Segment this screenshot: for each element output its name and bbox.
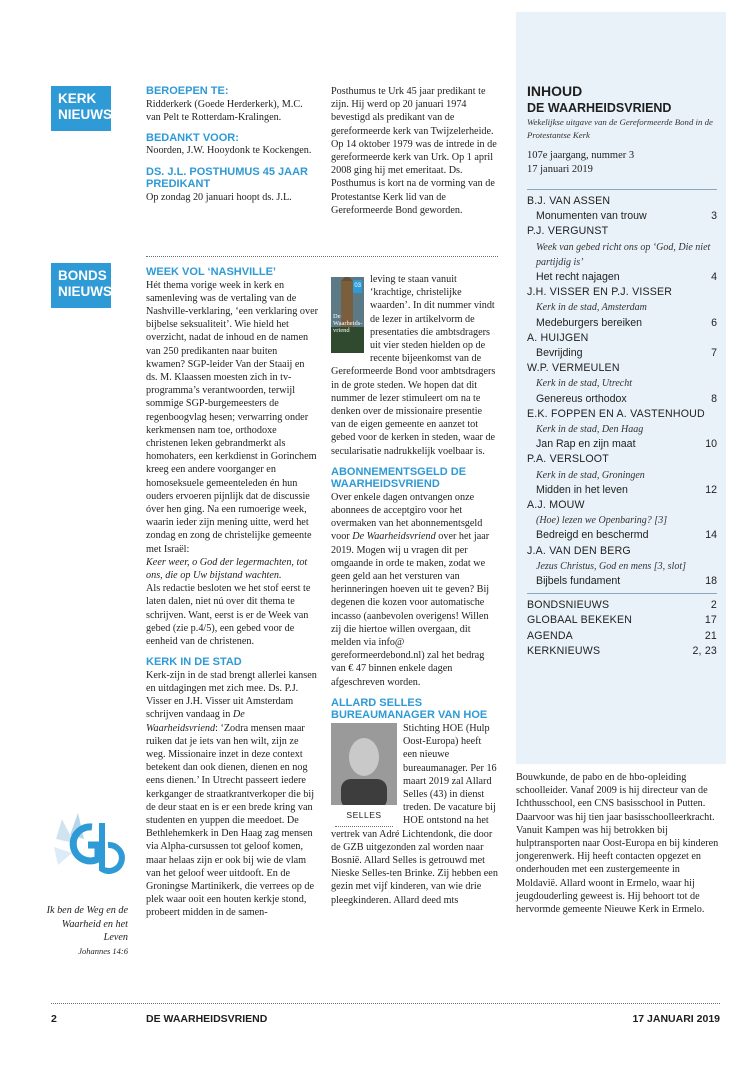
text-run-italic: De Waarheidsvriend — [146, 709, 245, 734]
bondsnieuws-column-1 — [146, 266, 318, 920]
toc-entry-page: 14 — [705, 529, 717, 542]
toc-entry-title: Midden in het leven — [536, 483, 628, 496]
toc-rubrieken — [527, 598, 717, 659]
toc-rubriek[interactable] — [527, 629, 717, 644]
toc-entry-title: Jan Rap en zijn maat — [536, 438, 636, 451]
toc-entry-author: E.K. FOPPEN EN A. VASTENHOUD — [527, 407, 705, 420]
section-tab-bondsnieuws — [51, 263, 111, 308]
magazine-subtitle: Wekelijkse uitgave van de Gereformeerde Bond in de Protestantse Kerk — [527, 117, 713, 140]
toc-entries — [527, 194, 717, 589]
toc-heading: INHOUD — [527, 83, 583, 99]
toc-rubriek-label: KERKNIEUWS — [527, 644, 601, 657]
toc-entry-subtitle: Week van gebed richt ons op ‘God, Die niet partijdig is’ — [536, 241, 711, 268]
kerknieuws-column-2 — [331, 85, 498, 217]
section-tab-kerknieuws — [51, 86, 111, 131]
paragraph: Noorden, J.W. Hooydonk te Kockengen. — [146, 145, 312, 157]
toc-rubriek-page: 2 — [710, 599, 717, 612]
gb-logo-icon — [52, 813, 132, 885]
toc-divider — [527, 189, 717, 190]
page-number: 2 — [51, 1013, 57, 1025]
heading-nashville: WEEK VOL ‘NASHVILLE’ — [146, 266, 276, 278]
paragraph — [331, 491, 498, 689]
paragraph: Hét thema vorige week in kerk en samenleving was de vertaling van de Nashville-verklaring, ‘een verklaring over bijbelse seksualiteit’. Wie hield het overzicht, nadat de inhoud en de namen van 250 predikanten naar buiten kwamen? SGP-leider Van der Staaij en ds. M. Klaassen moesten zich in tv-programma’s verantwoorden, terwijl sommige SGP-burgemeesters de regenboogvlag hesen; verwarring onder kerkmensen nam toe, orthodoxe christenen leken gebrandmerkt als homohaters, een kerkdienst in Gorinchem kreeg een andere voorganger en homoseksuele gemeenteleden én hun ouders ervoeren pijnlijk dat de discussie óver hen ging. Na een rumoerige week, waarin ieder zijn mening uitte, werd het zondag en zong de christelijke gemeente met Israël: — [146, 279, 318, 555]
caption-divider — [335, 826, 393, 827]
toc-entry-title: Bedreigd en beschermd — [536, 529, 649, 542]
toc-entry-title: Bijbels fundament — [536, 575, 621, 588]
toc-entry-subtitle: Kerk in de stad, Utrecht — [536, 378, 633, 390]
toc-entry-page: 10 — [705, 438, 717, 451]
footer-magazine: DE WAARHEIDSVRIEND — [146, 1013, 268, 1025]
paragraph: Ridderkerk (Goede Herderkerk), M.C. van Pelt te Rotterdam-Kralingen. — [146, 98, 303, 123]
toc-entry[interactable] — [527, 270, 717, 285]
text-run: over het jaar 2019. Mogen wij u vragen dit per omgaande in orde te maken, zodat we geen geld aan het versturen van herinneringen hoeven uit te geven? Bij degenen die kozen voor automatische incasso (aanbevolen overigens! Willen zij die hiertoe willen overgaan, dit melden via info@ gereformeerdebond.nl) zal het bedrag van € 47 binnen enkele dagen afgeschreven worden. — [331, 531, 490, 688]
toc-entry-author: B.J. VAN ASSEN — [527, 195, 611, 207]
heading-posthumus: DS. J.L. POSTHUMUS 45 JAAR PREDIKANT — [146, 165, 308, 191]
issue-badge: 03 — [353, 280, 362, 293]
toc-entry-subtitle: Jezus Christus, God en mens [3, slot] — [536, 560, 687, 572]
portrait-photo — [331, 723, 397, 805]
toc-rubriek[interactable] — [527, 598, 717, 613]
toc-rubriek-label: BONDSNIEUWS — [527, 599, 610, 612]
toc-entry-author: W.P. VERMEULEN — [527, 362, 620, 375]
paragraph: Bouwkunde, de pabo en de hbo-opleiding schoolleider. Vanaf 2009 is hij directeur van de Ichthusschool, een CNS basisschool in Putten. Daarvoor was hij tien jaar basisschoolleerkracht. Vanuit Kampen was hij betrokken bij hulptransporten naar Oost-Europa en bij kinderen jongerenwerk. Hij heeft contacten opgezet en onderhouden met een zustergemeente in Moldavië. Allard woont in Ermelo, waar hij jeugdouderling geweest is. Hij behoort tot de hervormde gemeente Nieuwe Kerk in Ermelo. — [516, 772, 719, 916]
toc-entry-author: J.A. VAN DEN BERG — [527, 544, 631, 557]
heading-kerk-in-de-stad: KERK IN DE STAD — [146, 656, 242, 669]
toc-entry-page: 6 — [711, 316, 717, 329]
magazine-cover-thumbnail — [331, 277, 364, 353]
toc-entry[interactable] — [527, 528, 717, 543]
heading-beroepen: BEROEPEN TE: — [146, 85, 229, 97]
toc-entry-page: 4 — [711, 271, 717, 284]
toc-entry-author: A. HUIJGEN — [527, 331, 589, 344]
toc-entry-title: Monumenten van trouw — [536, 210, 647, 223]
logo-quote — [40, 904, 128, 958]
gereformeerde-bond-logo — [52, 813, 132, 885]
toc-entry[interactable] — [527, 483, 717, 498]
portrait-block — [331, 723, 397, 827]
toc-rubriek-label: GLOBAAL BEKEKEN — [527, 614, 633, 627]
scripture-reference: Johannes 14:6 — [78, 945, 128, 956]
toc-entry-subtitle: (Hoe) lezen we Openbaring? [3] — [536, 515, 668, 527]
toc-entry[interactable] — [527, 437, 717, 452]
toc-divider — [527, 593, 717, 594]
toc-entry-page: 18 — [705, 575, 717, 588]
text-run: Kerk-zijn in de stad brengt allerlei kansen en uitdagingen met zich mee. Ds. P.J. Visser en J.H. Visser uit Amsterdam schrijven vandaag in — [146, 669, 317, 721]
toc-entry-page: 12 — [705, 483, 717, 496]
person-icon — [331, 723, 397, 805]
article-continuation — [516, 771, 720, 916]
toc-entry-title: Genereus orthodox — [536, 392, 627, 405]
toc-rubriek-page: 17 — [704, 614, 717, 627]
paragraph: Als redactie besloten we het stof eerst te laten dalen, niet nú over dit thema te schrijven. Want, eerst is er de Week van gebed (zie p.4/5), een gebed voor de eenheid van de christenen. — [146, 583, 311, 647]
bondsnieuws-column-2 — [331, 273, 498, 907]
toc-entry-author: P.A. VERSLOOT — [527, 453, 609, 466]
kerknieuws-column-1 — [146, 85, 318, 204]
section-divider — [146, 256, 498, 257]
heading-bedankt: BEDANKT VOOR: — [146, 131, 239, 144]
toc-entry[interactable] — [527, 209, 717, 224]
magazine-name: DE WAARHEIDSVRIEND — [527, 101, 672, 115]
paragraph: Posthumus te Urk 45 jaar predikant te zijn. Hij werd op 20 januari 1974 bevestigd als predikant van de gereformeerde kerk van Twijzelerheide. Op 14 oktober 1979 was de intrede in de gereformeerde kerk van Urk. Op 1 april 2008 ging hij met emeritaat. Ds. Posthumus is kort na de vorming van de Protestantse Kerk lid van de Gereformeerde Bond geworden. — [331, 86, 497, 216]
paragraph — [146, 669, 318, 920]
toc-entry[interactable] — [527, 346, 717, 361]
toc-rubriek-page: 21 — [704, 629, 717, 642]
toc-entry-title: Bevrijding — [536, 347, 583, 360]
toc-entry-author: A.J. MOUW — [527, 499, 585, 512]
toc-entry-subtitle: Kerk in de stad, Groningen — [536, 469, 645, 481]
volume-info: 107e jaargang, nummer 3 — [527, 150, 635, 161]
toc-entry-title: Het recht najagen — [536, 271, 620, 284]
photo-caption: SELLES — [346, 809, 382, 820]
quote: Keer weer, o God der legermachten, tot ons, die op Uw bijstand wachten. — [146, 556, 308, 581]
toc-entry-page: 7 — [711, 347, 717, 360]
paragraph: leving te staan vanuit ‘krachtige, christelijke waarden’. In dit nummer vindt de lezer in artikelvorm de presentaties die ambtsdragers uit vier steden hielden op de recente bijeenkomst van de Gereformeerde Bond voor ambtsdragers in de grote steden. We hopen dat dit nummer de lezer stimuleert om na te denken over de missionaire presentie van de eigen gemeente en aanzet tot gebed voor de kerken in steden, waar de secularisatie nadrukkelijk voelbaar is. — [331, 274, 496, 457]
text-run: : ‘Zodra mensen maar ruiken dat je iets van hen wilt, zijn ze weg. Missionaire inzet in deze context betekent dan ook dienen, dienen en nog eens dienen.’ In Utrecht passeert iedere kerkganger de straatkrantverkoper die bij de deur staat en is er een brede kring van studenten en yuppen die meedoet. De Bethlehemkerk in Den Haag zag mensen via Alpha-cursussen tot geloof komen, maar helaas zijn er ook bij wie de vlam van het geloof weer uitdooft. En de Groningse Martinikerk, die verrees op de plek waar ooit een houten kerkje stond, probeert midden in de samen- — [146, 722, 315, 919]
toc-entry[interactable] — [527, 316, 717, 331]
toc-rubriek[interactable] — [527, 644, 717, 659]
toc-entry-title: Medeburgers bereiken — [536, 316, 642, 329]
footer-divider — [51, 1003, 720, 1004]
paragraph: Stichting HOE (Hulp Oost-Europa) heeft een nieuwe bureaumanager. Per 16 maart 2019 zal Allard Selles (43) in dienst treden. De vacature bij HOE ontstond na het vertrek van Adré Lichtendonk, die door de GZB uitgezonden zal worden naar Bosnië. Allard Selles is getrouwd met Nieske Selles-ten Brinke. Zij hebben een gezin met vijf kinderen, van wie drie pleegkinderen. Allard deed mts — [331, 722, 498, 906]
footer-date: 17 JANUARI 2019 — [632, 1013, 720, 1025]
text-run-italic: De Waarheidsvriend — [352, 531, 436, 543]
toc-entry-author: P.J. VERGUNST — [527, 225, 609, 238]
toc-entry-page: 3 — [711, 210, 717, 223]
toc-entry[interactable] — [527, 574, 717, 589]
toc-rubriek-page: 2, 23 — [692, 644, 717, 657]
toc-rubriek-label: AGENDA — [527, 629, 573, 642]
issue-date: 17 januari 2019 — [527, 164, 593, 175]
toc-entry[interactable] — [527, 392, 717, 407]
heading-abonnementsgeld: ABONNEMENTSGELD DE WAARHEIDSVRIEND — [331, 465, 467, 491]
paragraph: Op zondag 20 januari hoopt ds. J.L. — [146, 191, 292, 203]
section-tab-label: BONDS NIEUWS — [58, 268, 112, 299]
toc-rubriek[interactable] — [527, 613, 717, 628]
scripture-quote: Ik ben de Weg en de Waarheid en het Leven — [46, 905, 128, 943]
toc-entry-subtitle: Kerk in de stad, Amsterdam — [536, 302, 647, 314]
cover-title: De Waarheids-vriend — [333, 313, 363, 334]
toc-entry-author: J.H. VISSER EN P.J. VISSER — [527, 286, 673, 299]
section-tab-label: KERK NIEUWS — [58, 91, 112, 122]
table-of-contents — [527, 82, 717, 659]
toc-entry-page: 8 — [711, 392, 717, 405]
toc-entry-subtitle: Kerk in de stad, Den Haag — [536, 424, 644, 436]
text-run: Over enkele dagen ontvangen onze abonnees de acceptgiro voor het overmaken van het abonnementsgeld voor — [331, 491, 483, 543]
heading-allard-selles: ALLARD SELLES BUREAUMANAGER VAN HOE — [331, 696, 488, 722]
